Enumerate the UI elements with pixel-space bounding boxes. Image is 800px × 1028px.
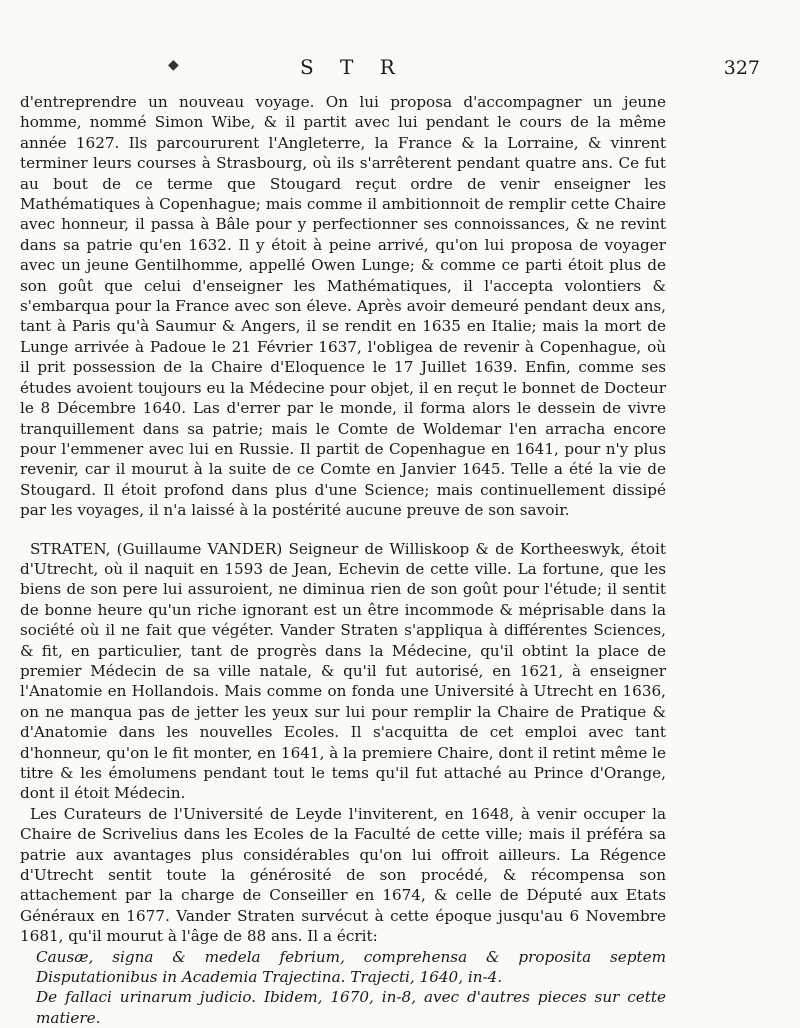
- ornament-icon: ◆: [168, 57, 179, 73]
- running-header: [0, 55, 800, 85]
- body-text: [20, 92, 666, 1028]
- paragraph-stougard-continued: d'entreprendre un nouveau voyage. On lui proposa d'accompagner un jeune homme, nommé Simon Wibe, & il partit avec lui pendant le cours de la même année 1627. Ils parcoururent l'Angleterre, la France & la Lorraine, & vinrent terminer leurs courses à Strasbourg, où ils s'arrêterent pendant quatre ans. Ce fut au bout de ce terme que Stougard reçut ordre de venir enseigner les Mathématiques à Copenhague; mais comme il ambitionnoit de remplir cette Chaire avec honneur, il passa à Bâle pour y perfectionner ses connoissances, & ne revint dans sa patrie qu'en 1632. Il y étoit à peine arrivé, qu'on lui proposa de voyager avec un jeune Gentilhomme, appellé Owen Lunge; & comme ce parti étoit plus de son goût que celui d'enseigner les Mathématiques, il l'accepta volontiers & s'embarqua pour la France avec son éleve. Après avoir demeuré pendant deux ans, tant à Paris qu'à Saumur & Angers, il se rendit en 1635 en Italie; mais la mort de Lunge arrivée à Padoue le 21 Février 1637, l'obligea de revenir à Copenhague, où il prit possession de la Chaire d'Eloquence le 17 Juillet 1639. Enfin, comme ses études avoient toujours eu la Médecine pour objet, il en reçut le bonnet de Docteur le 8 Décembre 1640. Las d'errer par le monde, il forma alors le dessein de vivre tranquillement dans sa patrie; mais le Comte de Woldemar l'en arracha encore pour l'emmener avec lui en Russie. Il partit de Copenhague en 1641, pour n'y plus revenir, car il mourut à la suite de ce Comte en Janvier 1645. Telle a été la vie de Stougard. Il étoit profond dans plus d'une Science; mais continuellement dissipé par les voyages, il n'a laissé à la postérité aucune preuve de son savoir.: [20, 93, 666, 520]
- paragraph-straten-entry: STRATEN, (Guillaume VANDER) Seigneur de Williskoop & de Kortheeswyk, étoit d'Utrecht, où il naquit en 1593 de Jean, Echevin de cette ville. La fortune, que les biens de son pere lui assuroient, ne diminua rien de son goût pour l'étude; il sentit de bonne heure qu'un riche ignorant est un être incommode & méprisable dans la société où il ne fait que végéter. Vander Straten s'appliqua à différentes Sciences, & fit, en particulier, tant de progrès dans la Médecine, qu'il obtint la place de premier Médecin de sa ville natale, & qu'il fut autorisé, en 1621, à enseigner l'Anatomie en Hollandois. Mais comme on fonda une Université à Utrecht en 1636, on ne manqua pas de jetter les yeux sur lui pour remplir la Chaire de Pratique & d'Anatomie dans les nouvelles Ecoles. Il s'acquitta de cet emploi avec tant d'honneur, qu'on le fit monter, en 1641, à la premiere Chaire, dont il retint même le titre & les émolumens pendant tout le tems qu'il fut attaché au Prince d'Orange, dont il étoit Médecin.: [20, 539, 666, 803]
- running-title: S T R: [300, 55, 405, 79]
- reference-item: De fallaci urinarum judicio. Ibidem, 1670, in-8, avec d'autres pieces sur cette matiere.: [36, 988, 666, 1027]
- paragraph-straten-leyde: Les Curateurs de l'Université de Leyde l'inviterent, en 1648, à venir occuper la Chaire de Scrivelius dans les Ecoles de la Faculté de cette ville; mais il préféra sa patrie aux avantages plus considérables qu'on lui offroit ailleurs. La Régence d'Utrecht sentit toute la générosité de son procédé, & récompensa son attachement par la charge de Conseiller en 1674, & celle de Député aux Etats Généraux en 1677. Vander Straten survécut à cette époque jusqu'au 6 Novembre 1681, qu'il mourut à l'âge de 88 ans. Il a écrit:: [20, 804, 666, 946]
- page-number: 327: [723, 57, 760, 79]
- reference-item: Causæ, signa & medela febrium, comprehensa & proposita septem Disputationibus in Academia Trajectina. Trajecti, 1640, in-4.: [36, 947, 666, 987]
